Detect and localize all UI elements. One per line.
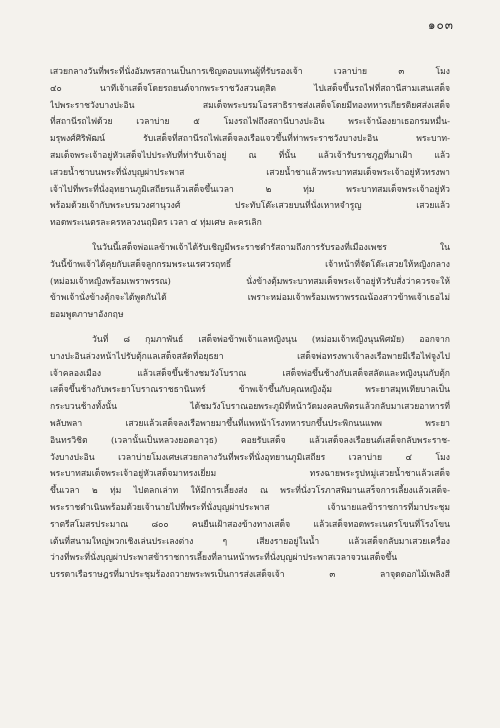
text-line: ในวันนี้เสด็จพ่อแลข้าพเจ้าได้รับเชิญมีพระราชดำรัสถามถึงการรับรองที่เมืองเพชร ใน	[92, 242, 450, 253]
text-line: ขึ้นเวลา ๒ ทุ่ม ไปตลกเล่าท ให้มีการเลี้ยงส่ง ณ พระที่นั่งวโรภาสพิมานเสร็จการเลี้ยงแล้วเสด็จ-	[50, 486, 450, 497]
text-line: สมเด็จพระเจ้าอยู่หัวเสด็จไปประทับที่ท่ารับเจ้าอยู่ ณ ที่นั้น แล้วเจ้ารับราชภูฏที่มาเฝ้า แล้ว	[50, 150, 450, 161]
paragraph-2	[50, 240, 450, 324]
text-line: เสด็จขึ้นช้างกับพระยาโบราณราชธานินทร์ ข้าพเจ้าขึ้นกับคุณหญิงอุ้ม พระยาสมุหเทียบาลเป็น	[50, 385, 450, 396]
text-line: บรรดาเรือราษฎรที่มาประชุมร้องถวายพระพรเป็นการส่งเสด็จเจ้า ๓ ลาจุดดอกไม้เพลิงสี	[50, 570, 450, 581]
text-line: ไปพระราชวังบางปะอิน สมเด็จพระบรมโอรสาธิราชส่งเสด็จโดยมีทองทหารเกียรติยศส่งเสด็จ	[50, 100, 450, 111]
text-line: เจ้าไปที่พระที่นั่งอุทยานภูมิเสถียรแล้วเสด็จขึ้นเวลา ๒ ทุ่ม พระบาทสมเด็จพระเจ้าอยู่หัว	[50, 184, 450, 195]
text-line: วันนี้ข้าพเจ้าได้คุยกับเสด็จลูกกรมพระนเรศวรฤทธิ์ เจ้าหน้าที่จัดโต๊ะเสวยให้หญิงกลาง	[50, 259, 450, 270]
text-line: ๔๐ นาทีเจ้าเสด็จโดยรถยนต์จากพระราชวังสวนดุสิต ไปเสด็จขึ้นรถไฟที่สถานีสามเสนเสด็จ	[50, 83, 450, 94]
text-line: ว่างที่พระที่นั่งบุญผ่าประพาสข้าราชการเลี้ยงที่ลานหน้าพระที่นั่งบุญผ่าประพาสเวลาจวนเสด็จขึ้น	[50, 553, 398, 564]
text-line: พลับพลา เสวยแล้วเสด็จลงเรือพายมาขึ้นที่แพหน้าโรงทหารบกขึ้นประพิกนนแพพ พระยา	[50, 418, 450, 429]
text-line: ทอดพระเนตรละครหลวงนฤมิตร เวลา ๔ ทุ่มเศษ ละครเลิก	[50, 218, 262, 229]
text-line: บางปะอินล่วงหน้าไปรับตุ้กแลเสด็จสลัดที่อยุธยา เสด็จพ่อทรงพาเจ้าลงเรือพายมีเรือไฟจูงไป	[50, 351, 450, 362]
body-text	[50, 64, 450, 592]
text-line: เจ้าคลองเมือง แล้วเสด็จขึ้นช้างชมวังโบราณ เสด็จพ่อขึ้นช้างกับเสด็จสลัดและหญิงนุนกับตุ้ก	[50, 368, 450, 379]
text-line: ที่สถานีรถไฟด้วย เวลาบ่าย ๕ โมงรถไฟถึงสถานีบางปะอิน พระเจ้าน้องยาเธอกรมหมื่น-	[50, 117, 450, 128]
text-line: ยอมพูดภาษาอังกฤษ	[50, 310, 124, 321]
paragraph-3	[50, 332, 450, 584]
text-line: พระราชดำเนินพร้อมด้วยเจ้านายไปที่พระที่นั่งบุญผ่าประพาส เจ้านายแลข้าราชการที่มาประชุม	[50, 502, 450, 513]
text-line: อินทรวิชิต (เวลานั้นเป็นหลวงยอดอาวุธ) คอยรับเสด็จ แล้วเสด็จลงเรือยนต์เสด็จกลับพระราช-	[50, 435, 450, 446]
text-line: มรุพงศ์ศิริพัฒน์ รับเสด็จที่สถานีรถไฟเสด็จลงเรือแจวขึ้นที่ท่าพระราชวังบางปะอิน พระบาท-	[50, 134, 450, 145]
text-line: ข้าพเจ้านั่งข้างตุ้กจะได้พูดกันได้ เพราะหม่อมเจ้าพร้อมเพราพรรณน้องสาวข้าพเจ้าเธอไม่	[50, 293, 450, 304]
text-line: ราตรีสโมสรประมาณ ๘๐๐ คนยืนเฝ้าสองข้างทางเสด็จ แล้วเสด็จทอดพระเนตรโขนที่โรงโขน	[50, 519, 450, 530]
text-line: กระบวนช้างทั้งนั้น ได้ชมวังโบราณอยพระภูมิที่หน้าวัดมงคลบพิตรแล้วกลับมาเสวยอาหารที่	[50, 402, 450, 413]
paragraph-1	[50, 64, 450, 232]
text-line: เต้นที่สนามใหญ่พวกเชิงเล่นประเลงต่าง ๆ เสียงรายอยู่ในน้ำ แล้วเสด็จกลับมาเสวยเครื่อง	[50, 536, 450, 547]
text-line: (หม่อมเจ้าหญิงพร้อมเพราพรรณ) นั่งข้างตุ้มพระบาทสมเด็จพระเจ้าอยู่หัวรับสั่งว่าควรจะให้	[50, 276, 450, 287]
text-line: พร้อมด้วยเจ้ากับพระบรมวงศานุวงศ์ ประทับโต๊ะเสวยบนที่นั่งเหาหจำรูญ เสวยแล้ว	[50, 201, 450, 212]
text-line: วังบางปะอิน เวลาบ่ายโมงเศษเสวยกลางวันที่พระที่นั่งอุทยานภูมิเสถียร เวลาบ่าย ๔ โมง	[50, 452, 450, 463]
text-line: พระบาทสมเด็จพระเจ้าอยู่หัวเสด็จมาทรงเยี่ยม ทรงฉายพระรูปหมู่เสวยน้ำชาแล้วเสด็จ	[50, 469, 450, 480]
text-line: วันที่ ๘ กุมภาพันธ์ เสด็จพ่อข้าพเจ้าแลหญิงนุน (หม่อมเจ้าหญิงนุนพิศมัย) ออกจาก	[92, 334, 450, 345]
page-number: ๑๐๓	[427, 18, 454, 32]
text-line: เสวยกลางวันที่พระที่นั่งอัมพรสถานเป็นการเชิญตอบแทนผู้ที่รับรองเจ้า เวลาบ่าย ๓ โมง	[50, 67, 450, 77]
text-line: เสวยน้ำชาบนพระที่นั่งบุญผ่าประพาส เสวยน้ำชาแล้วพระบาทสมเด็จพระเจ้าอยู่หัวทรงพา	[50, 167, 450, 178]
